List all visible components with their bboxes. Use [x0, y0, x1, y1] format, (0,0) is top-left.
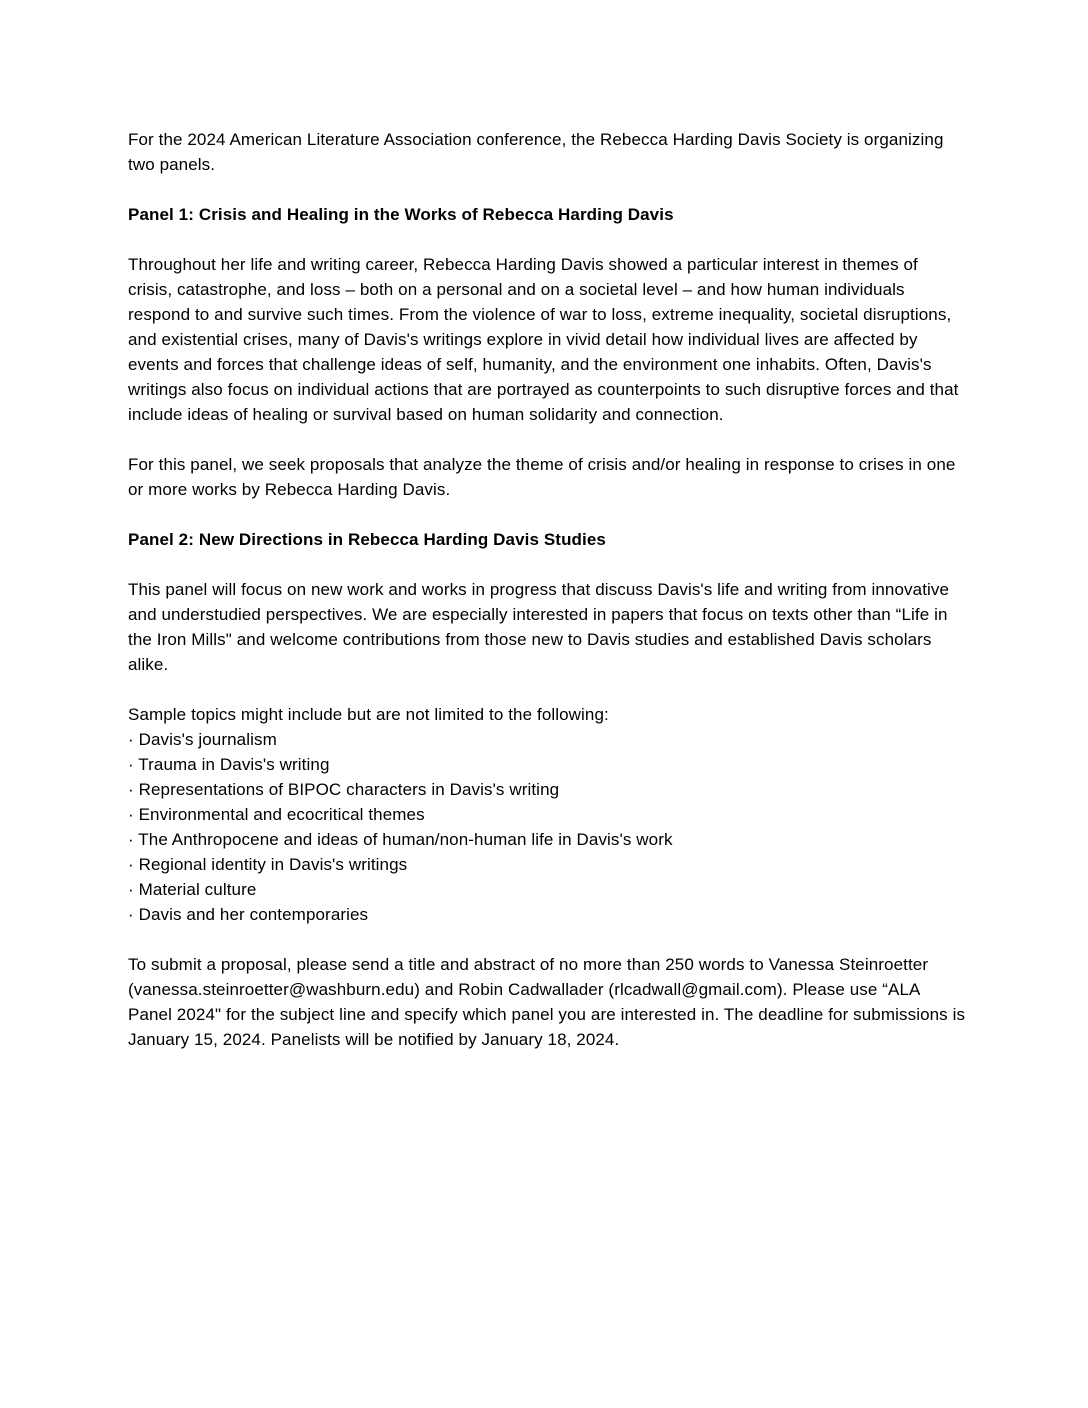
- panel1-heading: Panel 1: Crisis and Healing in the Works of Rebecca Harding Davis: [128, 205, 674, 224]
- panel1-call-paragraph: For this panel, we seek proposals that analyze the theme of crisis and/or healing in response to crises in one or more works by Rebecca Harding Davis.: [128, 455, 956, 499]
- topic-item: · Regional identity in Davis's writings: [128, 855, 408, 874]
- submission-paragraph: To submit a proposal, please send a title and abstract of no more than 250 words to Vanessa Steinroetter (vanessa.steinroetter@washburn.edu) and Robin Cadwallader (rlcadwall@gmail.com). Please use “ALA Panel 2024" for the subject line and specify which panel you are interested in. The deadline for submissions is January 15, 2024. Panelists will be notified by January 18, 2024.: [128, 955, 966, 1049]
- topic-item: · Trauma in Davis's writing: [128, 755, 330, 774]
- topic-item: · Environmental and ecocritical themes: [128, 805, 425, 824]
- topic-item: · Davis's journalism: [128, 730, 277, 749]
- topic-item: · Davis and her contemporaries: [128, 905, 369, 924]
- topic-item: · Material culture: [128, 880, 257, 899]
- sample-topics-intro: Sample topics might include but are not limited to the following:: [128, 705, 609, 724]
- panel2-heading: Panel 2: New Directions in Rebecca Harding Davis Studies: [128, 530, 606, 549]
- intro-paragraph: For the 2024 American Literature Association conference, the Rebecca Harding Davis Society is organizing two panels.: [128, 130, 944, 174]
- panel1-body-paragraph: Throughout her life and writing career, Rebecca Harding Davis showed a particular interest in themes of crisis, catastrophe, and loss – both on a personal and on a societal level – and how human individuals respond to and survive such times. From the violence of war to loss, extreme inequality, societal disruptions, and existential crises, many of Davis's writings explore in vivid detail how individual lives are affected by events and forces that challenge ideas of self, humanity, and the environment one inhabits. Often, Davis's writings also focus on individual actions that are portrayed as counterpoints to such disruptive forces and that include ideas of healing or survival based on human solidarity and connection.: [128, 255, 959, 424]
- sample-topics-block: [128, 702, 966, 927]
- document-content: [128, 127, 966, 1077]
- topic-item: · The Anthropocene and ideas of human/non-human life in Davis's work: [128, 830, 673, 849]
- topic-item: · Representations of BIPOC characters in Davis's writing: [128, 780, 560, 799]
- panel2-body-paragraph: This panel will focus on new work and works in progress that discuss Davis's life and writing from innovative and understudied perspectives. We are especially interested in papers that focus on texts other than “Life in the Iron Mills" and welcome contributions from those new to Davis studies and established Davis scholars alike.: [128, 580, 950, 674]
